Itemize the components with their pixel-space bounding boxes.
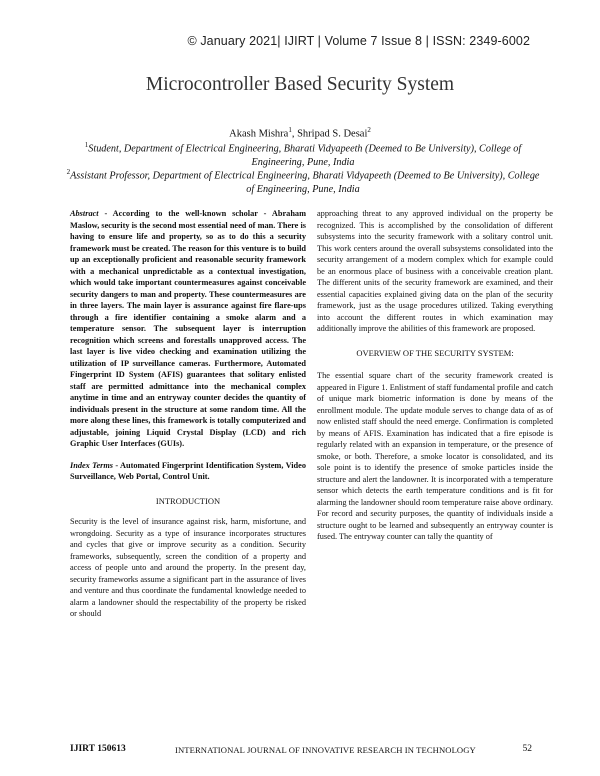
abstract [70, 208, 306, 450]
right-paragraph-1: approaching threat to any approved individual on the property be recognized. This is accomplished by the consolidation of different subsystems into the security framework with a solitary control unit. This work centers around the overall subsystems consolidated into the security arrangement of a modern complex which for example could be an enormous place of business with a conceivable creation plant. The different units of the security framework are examined, and their essential capacities explained giving data on the plan of the security framework, just as the usage procedures utilized. Taking everything into account the different routes in which examination may additionally improve the abilities of this framework are proposed. [317, 209, 553, 333]
journal-citation-header: © January 2021| IJIRT | Volume 7 Issue 8 | ISSN: 2349-6002 [187, 34, 530, 48]
section-heading-overview: OVERVIEW OF THE SECURITY SYSTEM: [356, 347, 514, 358]
index-terms-text: - Automated Fingerprint Identification System, Video Surveillance, Web Portal, Control Unit. [70, 460, 307, 481]
overview-paragraph: The essential square chart of the security framework created is appeared in Figure 1. Enlistment of staff fundamental profile and catch of unique mark biometric information is done by means of the enrollment module. The update module serves to change data of as of now enlisted staff should the need emerge. Confirmation is completed by means of AFIS. Examination has indicated that a fire episode is regularly related with an expansion in temperature, or the presence of smoke, or both. Therefore, a smoke locator is consolidated, and its sole point is to identify the presence of smoke particles inside the structure and alert the landowner. It is incorporated with a temperature sensor which detects the earth temperature conditions and is fit for alarming the landowner should room temperature raise above ordinary. For record and security purposes, the quantity of individuals inside a structure ought to be learned and subsequently an entryway counter is fused. The entryway counter can tally the quantity of [317, 371, 553, 541]
author-name: Shripad S. Desai [297, 128, 368, 140]
left-column [70, 208, 306, 620]
paper-title: Microcontroller Based Security System [145, 74, 455, 95]
affiliation-text: Assistant Professor, Department of Electrical Engineering, Bharati Vidyapeeth (Deemed to Be University), College of Engineering, Pune, India [70, 170, 540, 195]
footer-journal-name: INTERNATIONAL JOURNAL OF INNOVATIVE RESEARCH IN TECHNOLOGY [175, 745, 476, 755]
abstract-text: - According to the well-known scholar - Abraham Maslow, security is the second most essential need of man. There is having to ensure life and property, so as to do this a security framework must be created. The reason for this venture is to build up an exceptionally proficient and reasonable security framework with a mechanical unpredictable as a contextual investigation, which would take important countermeasures against conceivable security dangers to man and property. These countermeasures are in three layers. The main layer is assurance against fire flare-ups through a fire identifier containing a smoke alarm and a temperature sensor. The subsequent layer is interruption recognition which screens and forestalls unapproved access. The last layer is live video checking and examination utilizing the utilization of IP surveillance cameras. Furthermore, Automated Fingerprint ID System (AFIS) guarantees that solitary enlisted staff are permitted admittance into the mechanical complex anytime in time and an entryway counter decides the quantity of individuals present in the structure at some random time. All the more along these lines, this framework is totally computerized and adjustable, joining Liquid Crystal Display (LCD) and rich Graphic User Interfaces (GUIs). [70, 209, 306, 448]
index-terms [70, 460, 306, 483]
affiliation-superscript: 2 [66, 168, 71, 176]
affiliation-superscript: 1 [84, 141, 89, 149]
affiliation-2 [64, 166, 542, 196]
abstract-label: Abstract [70, 209, 99, 218]
author-line [0, 126, 600, 140]
affiliation-1 [64, 139, 542, 169]
author-separator: , [291, 128, 298, 140]
footer-paper-id: IJIRT 150613 [70, 744, 126, 754]
right-column [317, 208, 553, 543]
index-terms-label: Index Terms [70, 460, 114, 470]
introduction-paragraph: Security is the level of insurance against risk, harm, misfortune, and wrongdoing. Security as a type of insurance incorporates structures and cycles that give or improve security as a condition. Security frameworks, subsequently, screen the condition of a property and access of people unto and around the property. In the present day, security frameworks assume a significant part in the assurance of lives and venture and thus coordinate the fundamental knowledge needed to alarm a landowner should the respectability of the property be risked or should [70, 517, 306, 618]
footer-page-number: 52 [522, 744, 532, 754]
author-superscript: 1 [288, 126, 292, 134]
author-superscript: 2 [367, 126, 371, 134]
author-name: Akash Mishra [229, 128, 289, 140]
affiliation-text: Student, Department of Electrical Engineering, Bharati Vidyapeeth (Deemed to Be University), College of Engineering, Pune, India [88, 143, 522, 168]
section-heading-introduction: INTRODUCTION [155, 495, 221, 506]
